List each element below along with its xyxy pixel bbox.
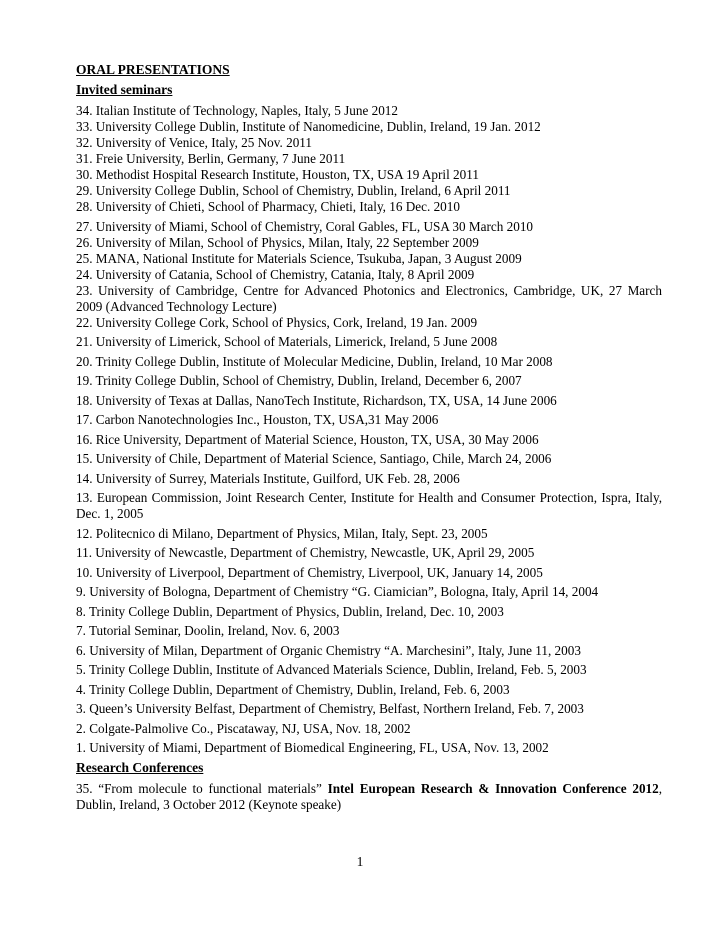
list-item: 15. University of Chile, Department of Material Science, Santiago, Chile, March 24, 2006 — [76, 451, 552, 466]
document-page — [76, 62, 662, 813]
list-item: 23. University of Cambridge, Centre for Advanced Photonics and Electronics, Cambridge, UK, 27 March 2009 (Advanced Technology Lecture) — [76, 282, 662, 314]
list-item: 10. University of Liverpool, Department of Chemistry, Liverpool, UK, January 14, 2005 — [76, 564, 543, 580]
list-item: 14. University of Surrey, Materials Institute, Guilford, UK Feb. 28, 2006 — [76, 470, 460, 486]
list-item: 13. European Commission, Joint Research Center, Institute for Health and Consumer Protection, Ispra, Italy, Dec. 1, 2005 — [76, 490, 662, 521]
list-item: 16. Rice University, Department of Material Science, Houston, TX, USA, 30 May 2006 — [76, 431, 539, 447]
page-number: 1 — [356, 854, 364, 869]
research-conferences-heading: Research Conferences — [76, 759, 204, 775]
conference-entry — [76, 781, 662, 813]
list-item: 8. Trinity College Dublin, Department of Physics, Dublin, Ireland, Dec. 10, 2003 — [76, 603, 504, 619]
list-item: 28. University of Chieti, School of Pharmacy, Chieti, Italy, 16 Dec. 2010 — [76, 199, 460, 214]
list-item: 9. University of Bologna, Department of Chemistry “G. Ciamician”, Bologna, Italy, April 14, 2004 — [76, 584, 599, 599]
list-item: 3. Queen’s University Belfast, Department of Chemistry, Belfast, Northern Ireland, Feb. 7, 2003 — [76, 701, 584, 716]
list-item: 17. Carbon Nanotechnologies Inc., Houston, TX, USA,31 May 2006 — [76, 412, 439, 427]
conference-year: 2012 — [632, 780, 659, 796]
conference-name: Intel European Research & Innovation Conference — [327, 780, 627, 796]
list-item: 26. University of Milan, School of Physics, Milan, Italy, 22 September 2009 — [76, 234, 479, 250]
list-item: 7. Tutorial Seminar, Doolin, Ireland, Nov. 6, 2003 — [76, 623, 340, 638]
list-item: 33. University College Dublin, Institute of Nanomedicine, Dublin, Ireland, 19 Jan. 2012 — [76, 119, 541, 134]
list-item: 21. University of Limerick, School of Materials, Limerick, Ireland, 5 June 2008 — [76, 334, 498, 349]
list-item: 2. Colgate-Palmolive Co., Piscataway, NJ, USA, Nov. 18, 2002 — [76, 720, 411, 736]
list-item: 4. Trinity College Dublin, Department of Chemistry, Dublin, Ireland, Feb. 6, 2003 — [76, 681, 510, 697]
list-item: 6. University of Milan, Department of Organic Chemistry “A. Marchesini”, Italy, June 11, 2003 — [76, 642, 581, 658]
list-item: 25. MANA, National Institute for Materials Science, Tsukuba, Japan, 3 August 2009 — [76, 250, 522, 266]
list-item: 19. Trinity College Dublin, School of Chemistry, Dublin, Ireland, December 6, 2007 — [76, 373, 522, 388]
list-item: 32. University of Venice, Italy, 25 Nov. 2011 — [76, 135, 312, 150]
conference-details: , Dublin, Ireland, 3 October 2012 (Keynote speake) — [76, 780, 663, 812]
conference-prefix: 35. “From molecule to functional materials” — [76, 780, 328, 796]
list-item: 27. University of Miami, School of Chemistry, Coral Gables, FL, USA 30 March 2010 — [76, 218, 534, 234]
list-item: 34. Italian Institute of Technology, Naples, Italy, 5 June 2012 — [76, 103, 398, 118]
list-item: 20. Trinity College Dublin, Institute of Molecular Medicine, Dublin, Ireland, 10 Mar 2008 — [76, 353, 553, 369]
list-item: 22. University College Cork, School of Physics, Cork, Ireland, 19 Jan. 2009 — [76, 314, 478, 330]
list-item: 30. Methodist Hospital Research Institute, Houston, TX, USA 19 April 2011 — [76, 167, 479, 182]
oral-presentations-heading: ORAL PRESENTATIONS — [76, 62, 230, 77]
list-item: 29. University College Dublin, School of Chemistry, Dublin, Ireland, 6 April 2011 — [76, 183, 511, 198]
invited-seminars-heading: Invited seminars — [76, 82, 173, 97]
list-item: 18. University of Texas at Dallas, NanoTech Institute, Richardson, TX, USA, 14 June 2006 — [76, 392, 557, 408]
list-item: 31. Freie University, Berlin, Germany, 7 June 2011 — [76, 151, 346, 166]
list-item: 11. University of Newcastle, Department of Chemistry, Newcastle, UK, April 29, 2005 — [76, 545, 535, 560]
list-item: 12. Politecnico di Milano, Department of Physics, Milan, Italy, Sept. 23, 2005 — [76, 525, 488, 541]
invited-seminars-list — [76, 103, 662, 756]
list-item: 5. Trinity College Dublin, Institute of Advanced Materials Science, Dublin, Ireland, Feb. 5, 2003 — [76, 662, 587, 677]
list-item: 1. University of Miami, Department of Biomedical Engineering, FL, USA, Nov. 13, 2002 — [76, 740, 549, 755]
list-item: 24. University of Catania, School of Chemistry, Catania, Italy, 8 April 2009 — [76, 266, 475, 282]
